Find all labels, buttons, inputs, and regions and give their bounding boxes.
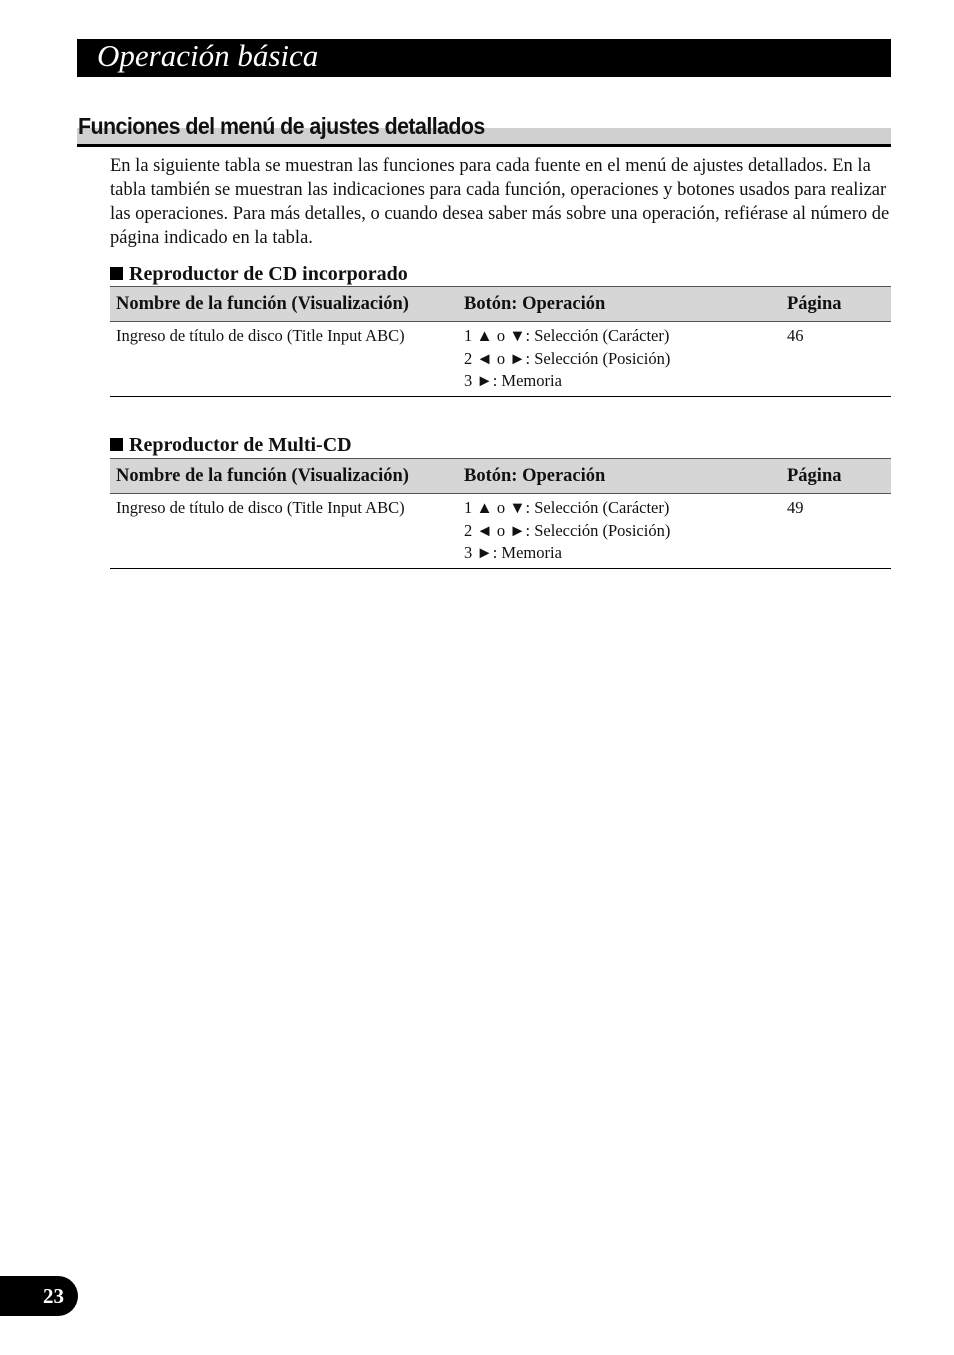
column-header-page: Página	[787, 466, 842, 486]
operation-line: 1 ▲ o ▼: Selección (Carácter)	[464, 498, 670, 517]
operation-line: 3 ►: Memoria	[464, 543, 562, 562]
table-row	[110, 494, 891, 569]
page-number-tab	[0, 1276, 78, 1316]
section-header	[77, 112, 891, 146]
subheading-multi-cd	[110, 433, 352, 457]
page-number: 23	[43, 1284, 64, 1308]
operation-line: 2 ◄ o ►: Selección (Posición)	[464, 520, 671, 540]
column-header-page: Página	[787, 294, 842, 314]
operation-line: 2 ◄ o ►: Selección (Posición)	[464, 348, 671, 368]
operation-line: 3 ►: Memoria	[464, 371, 562, 390]
chapter-header-bar	[77, 39, 891, 77]
function-name-cell: Ingreso de título de disco (Title Input ABC)	[116, 326, 405, 345]
square-bullet-icon	[110, 267, 123, 280]
operation-cell	[464, 325, 670, 393]
subheading-text: Reproductor de CD incorporado	[129, 263, 408, 285]
operation-cell	[464, 497, 670, 565]
page-cell: 46	[787, 326, 804, 345]
chapter-title: Operación básica	[97, 38, 319, 73]
function-name-cell: Ingreso de título de disco (Title Input ABC)	[116, 498, 405, 517]
intro-paragraph: En la siguiente tabla se muestran las funciones para cada fuente en el menú de ajustes detallados. En la tabla también se muestran las indicaciones para cada función, operaciones y botones usados para realizar las operaciones. Para más detalles, o cuando desea saber más sobre una operación, refiérase al número de página indicado en la tabla.	[110, 156, 890, 248]
subheading-text: Reproductor de Multi-CD	[129, 434, 352, 456]
table-header-row	[110, 458, 891, 494]
section-rule	[77, 144, 891, 147]
section-title: Funciones del menú de ajustes detallados	[78, 113, 485, 139]
page-cell: 49	[787, 498, 804, 517]
column-header-function: Nombre de la función (Visualización)	[116, 294, 409, 314]
column-header-function: Nombre de la función (Visualización)	[116, 466, 409, 486]
table-cd-incorporado	[110, 286, 891, 397]
subheading-cd-incorporado	[110, 262, 408, 286]
square-bullet-icon	[110, 438, 123, 451]
operation-line: 1 ▲ o ▼: Selección (Carácter)	[464, 326, 670, 345]
table-row	[110, 322, 891, 397]
table-header-row	[110, 286, 891, 322]
table-multi-cd	[110, 458, 891, 569]
column-header-operation: Botón: Operación	[464, 466, 606, 486]
column-header-operation: Botón: Operación	[464, 294, 606, 314]
